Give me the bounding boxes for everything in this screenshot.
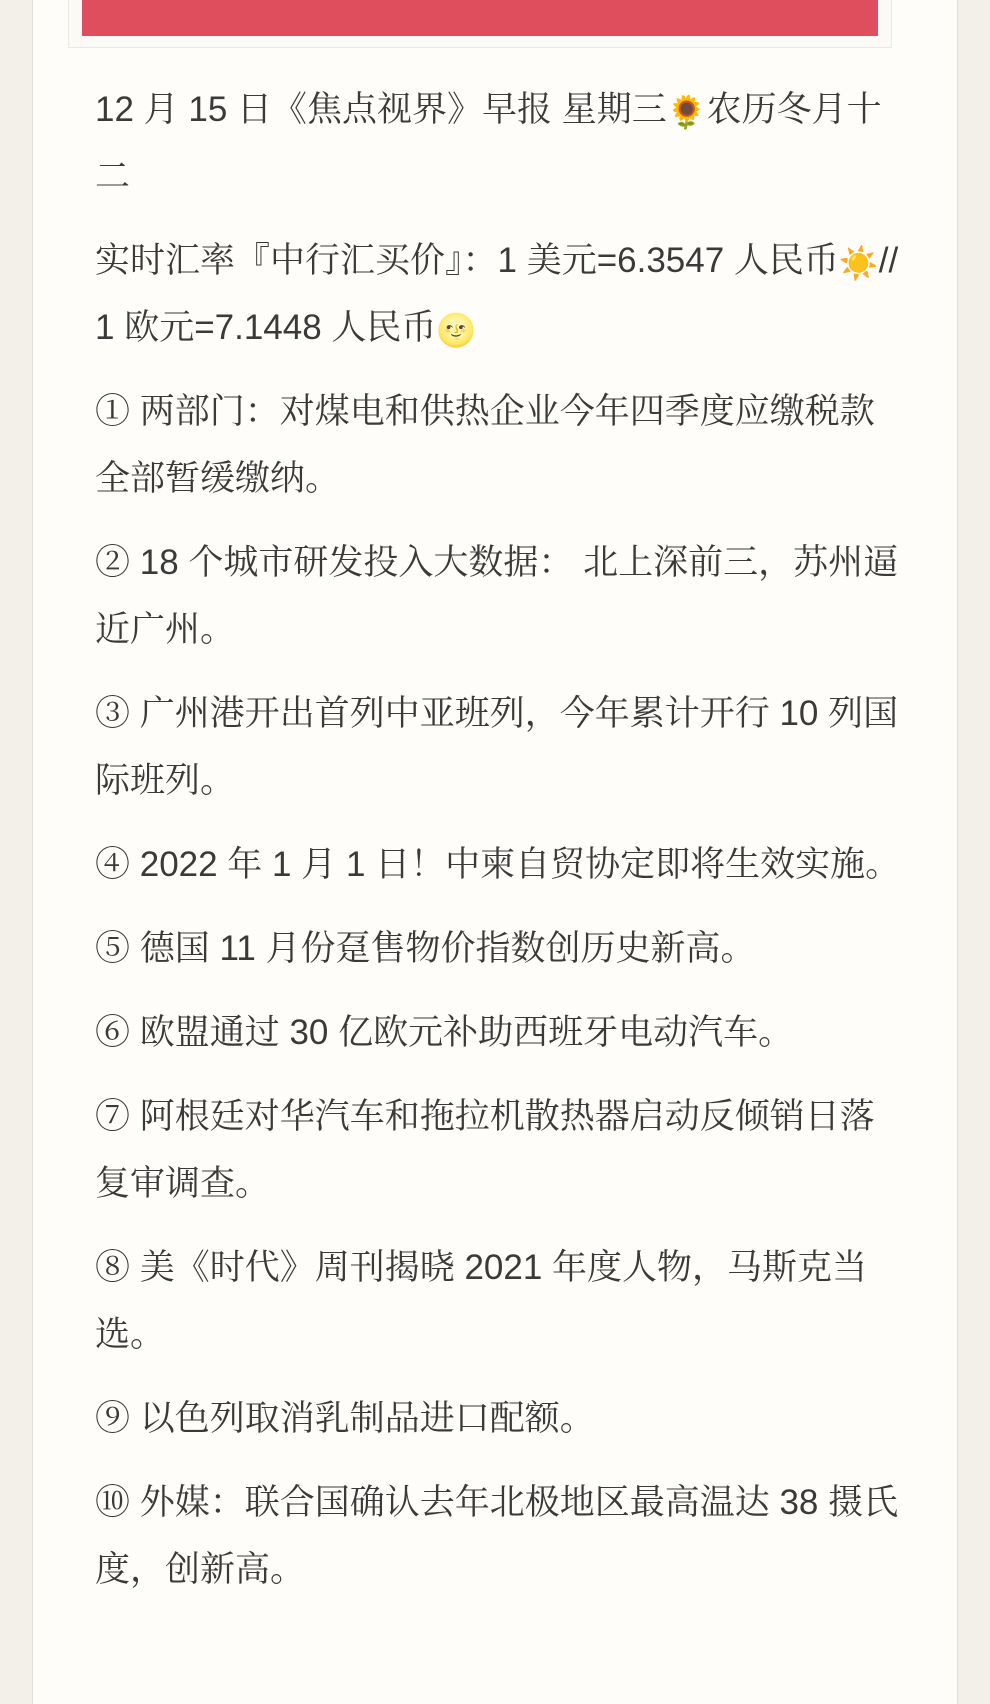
exchange-rate-paragraph	[95, 227, 905, 361]
news-item-2: ② 18 个城市研发投入大数据： 北上深前三，苏州逼近广州。	[95, 543, 899, 649]
news-item-3: ③ 广州港开出首列中亚班列，今年累计开行 10 列国际班列。	[95, 694, 899, 800]
news-item-9: ⑨ 以色列取消乳制品进口配额。	[95, 1399, 595, 1438]
article-body	[95, 76, 905, 1620]
news-item-5: ⑤ 德国 11 月份趸售物价指数创历史新高。	[95, 929, 756, 968]
date-line: 12 月 15 日《焦点视界》早报 星期三	[95, 90, 667, 129]
news-item-4: ④ 2022 年 1 月 1 日！中柬自贸协定即将生效实施。	[95, 845, 901, 884]
usd-rate: 实时汇率『中行汇买价』：1 美元=6.3547 人民币	[95, 241, 839, 280]
sunflower-icon: 🌻	[666, 94, 707, 130]
eur-rate: //1 欧元=7.1448 人民币	[95, 241, 899, 347]
sun-face-icon: 🌝	[436, 312, 477, 348]
banner-image-frame	[68, 0, 892, 48]
news-item-8: ⑧ 美《时代》周刊揭晓 2021 年度人物，马斯克当选。	[95, 1248, 868, 1354]
banner-image	[82, 0, 878, 36]
news-item-1: ① 两部门：对煤电和供热企业今年四季度应缴税款全部暂缓缴纳。	[95, 392, 875, 498]
lunar-date: 农历冬月十二	[95, 90, 882, 196]
news-item-10: ⑩ 外媒：联合国确认去年北极地区最高温达 38 摄氏度，创新高。	[95, 1483, 899, 1589]
news-item-6: ⑥ 欧盟通过 30 亿欧元补助西班牙电动汽车。	[95, 1013, 794, 1052]
date-paragraph	[95, 76, 905, 210]
sun-icon: ☀️	[838, 245, 879, 281]
news-item-7: ⑦ 阿根廷对华汽车和拖拉机散热器启动反倾销日落复审调查。	[95, 1097, 875, 1203]
